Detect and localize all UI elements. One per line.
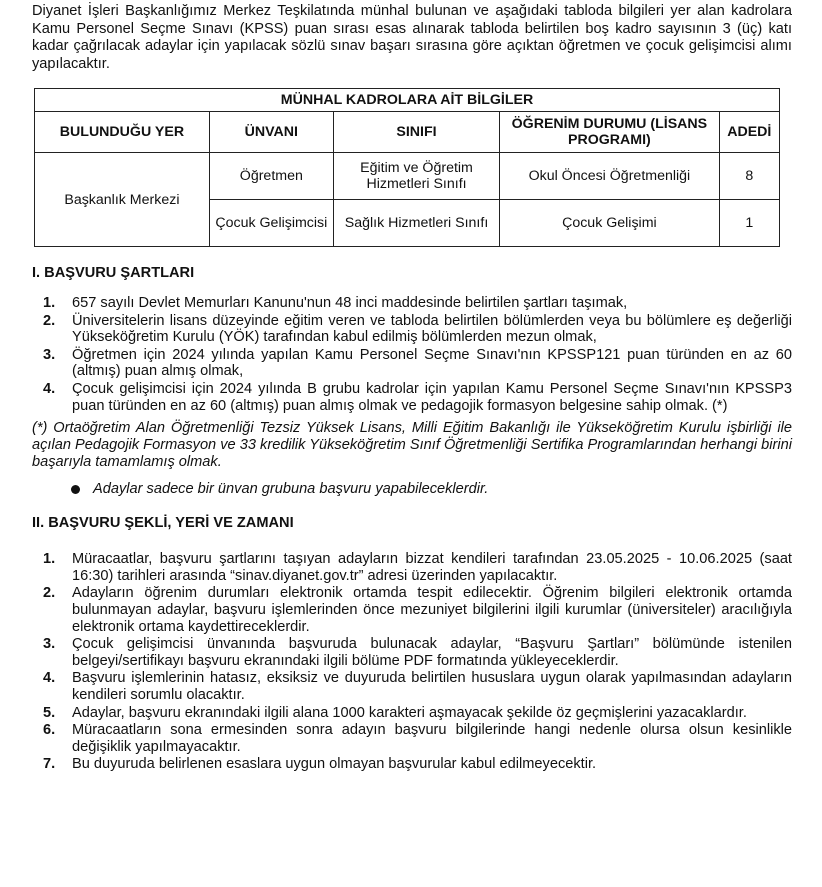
item-text: Müracaatlar, başvuru şartlarını taşıyan adayların bizzat kendileri tarafından 23.05.2025 - 10.06.2025 (saat 16:30) tarihleri arasında “sinav.diyanet.gov.tr” adresi üzerinden yapılacaktır. [72, 551, 792, 584]
cell-count: 1 [719, 200, 779, 247]
list-item [32, 313, 792, 346]
list-item [32, 705, 792, 722]
list-item [32, 347, 792, 380]
header-location: BULUNDUĞU YER [35, 112, 210, 153]
list-item [32, 381, 792, 414]
item-number: 1. [43, 551, 56, 568]
footnote: (*) Ortaöğretim Alan Öğretmenliği Tezsiz Yüksek Lisans, Milli Eğitim Bakanlığı ile Yükseköğretim Kurulu işbirliği ile açılan Pedagojik Formasyon ve 33 kredilik Yükseköğretim Sınıf Öğretmenliği Sertifika Programlarından herhangi birini başarıyla tamamlamış olmak. [32, 420, 792, 471]
list-item [32, 756, 792, 773]
item-text: Adaylar, başvuru ekranındaki ilgili alana 1000 karakteri aşmayacak şekilde öz geçmişlerini yazacaklardır. [72, 704, 747, 721]
list-item [32, 295, 792, 312]
item-number: 2. [43, 312, 56, 329]
item-number: 3. [43, 636, 56, 653]
header-class: SINIFI [333, 112, 499, 153]
cell-title: Çocuk Gelişimcisi [209, 200, 333, 247]
item-text: Bu duyuruda belirlenen esaslara uygun olmayan başvurular kabul edilmeyecektir. [72, 756, 597, 773]
vacancy-table [34, 88, 780, 247]
item-number: 5. [43, 704, 56, 721]
bullet-text: Adaylar sadece bir ünvan grubuna başvuru yapabileceklerdir. [93, 481, 489, 498]
item-text: Çocuk gelişimcisi için 2024 yılında B grubu kadrolar için yapılan Kamu Personel Seçme Sınavı'nın KPSSP3 puan türünden en az 60 (altmış) puan almış olmak ve pedagojik formasyon belgesine sahip olmak. (*) [72, 380, 792, 414]
item-number: 2. [43, 585, 56, 602]
item-number: 7. [43, 756, 56, 773]
list-item [32, 670, 792, 703]
item-text: Öğretmen için 2024 yılında yapılan Kamu Personel Seçme Sınavı'nın KPSSP121 puan türünden en az 60 (altmış) puan almış olmak, [72, 346, 792, 380]
cell-count: 8 [719, 153, 779, 200]
cell-title: Öğretmen [209, 153, 333, 200]
item-number: 4. [43, 670, 56, 687]
cell-class: Sağlık Hizmetleri Sınıfı [333, 200, 499, 247]
list-item [32, 551, 792, 584]
item-number: 3. [43, 346, 56, 363]
intro-paragraph: Diyanet İşleri Başkanlığımız Merkez Teşkilatında münhal bulunan ve aşağıdaki tabloda bilgileri yer alan kadrolara Kamu Personel Seçme Sınavı (KPSS) puan sırası esas alınarak tabloda belirtilen boş kadro sayısının 3 (üç) katı kadar çağrılacak adaylar için yapılacak sözlü sınav başarı sırasına göre açıktan öğretmen ve çocuk gelişimcisi alımı yapılacaktır. [32, 3, 792, 72]
item-text: 657 sayılı Devlet Memurları Kanunu'nun 48 inci maddesinde belirtilen şartları taşımak, [72, 295, 628, 311]
section2-heading: II. BAŞVURU ŞEKLİ, YERİ VE ZAMANI [32, 515, 294, 532]
item-text: Üniversitelerin lisans düzeyinde eğitim veren ve tabloda belirtilen bölümlerden veya bu bölümlere eş değerliği Yükseköğretim Kurulu (YÖK) tarafından kabul edilmiş bölümlerden mezun olmak, [72, 312, 792, 346]
header-title: ÜNVANI [209, 112, 333, 153]
section1-list [32, 295, 792, 414]
cell-location: Başkanlık Merkezi [35, 153, 210, 247]
table-title: MÜNHAL KADROLARA AİT BİLGİLER [35, 89, 780, 112]
item-number: 1. [43, 295, 56, 311]
cell-education: Çocuk Gelişimi [500, 200, 719, 247]
item-text: Çocuk gelişimcisi ünvanında başvuruda bulunacak adaylar, “Başvuru Şartları” bölümünde istenilen belgeyi/sertifikayı başvuru ekranındaki ilgili bölüme PDF formatında yükleyeceklerdir. [72, 636, 792, 669]
header-count: ADEDİ [719, 112, 779, 153]
cell-class: Eğitim ve Öğretim Hizmetleri Sınıfı [333, 153, 499, 200]
item-number: 6. [43, 722, 56, 739]
list-item [32, 585, 792, 635]
list-item [32, 636, 792, 669]
bullet-note [32, 481, 792, 498]
section1-heading: I. BAŞVURU ŞARTLARI [32, 265, 195, 281]
list-item [32, 722, 792, 755]
header-education: ÖĞRENİM DURUMU (LİSANS PROGRAMI) [500, 112, 719, 153]
table-row [35, 153, 780, 200]
item-text: Adayların öğrenim durumları elektronik ortamda tespit edilecektir. Öğrenim bilgileri elektronik ortamda bulunmayan adaylar, başvuru işlemlerinden önce mezuniyet bilgilerini ilgili kurumlar (üniversiteler) aracılığıyla elektronik ortama kaydettireceklerdir. [72, 585, 792, 635]
cell-education: Okul Öncesi Öğretmenliği [500, 153, 719, 200]
item-number: 4. [43, 380, 56, 397]
section2-list [32, 551, 792, 773]
item-text: Müracaatların sona ermesinden sonra adayın başvuru bilgilerinde hangi nedenle olursa olsun kesinlikle değişiklik yapılmayacaktır. [72, 722, 792, 755]
item-text: Başvuru işlemlerinin hatasız, eksiksiz ve duyuruda belirtilen hususlara uygun olarak yapılmasından adayların kendileri sorumlu olacaktır. [72, 670, 792, 703]
